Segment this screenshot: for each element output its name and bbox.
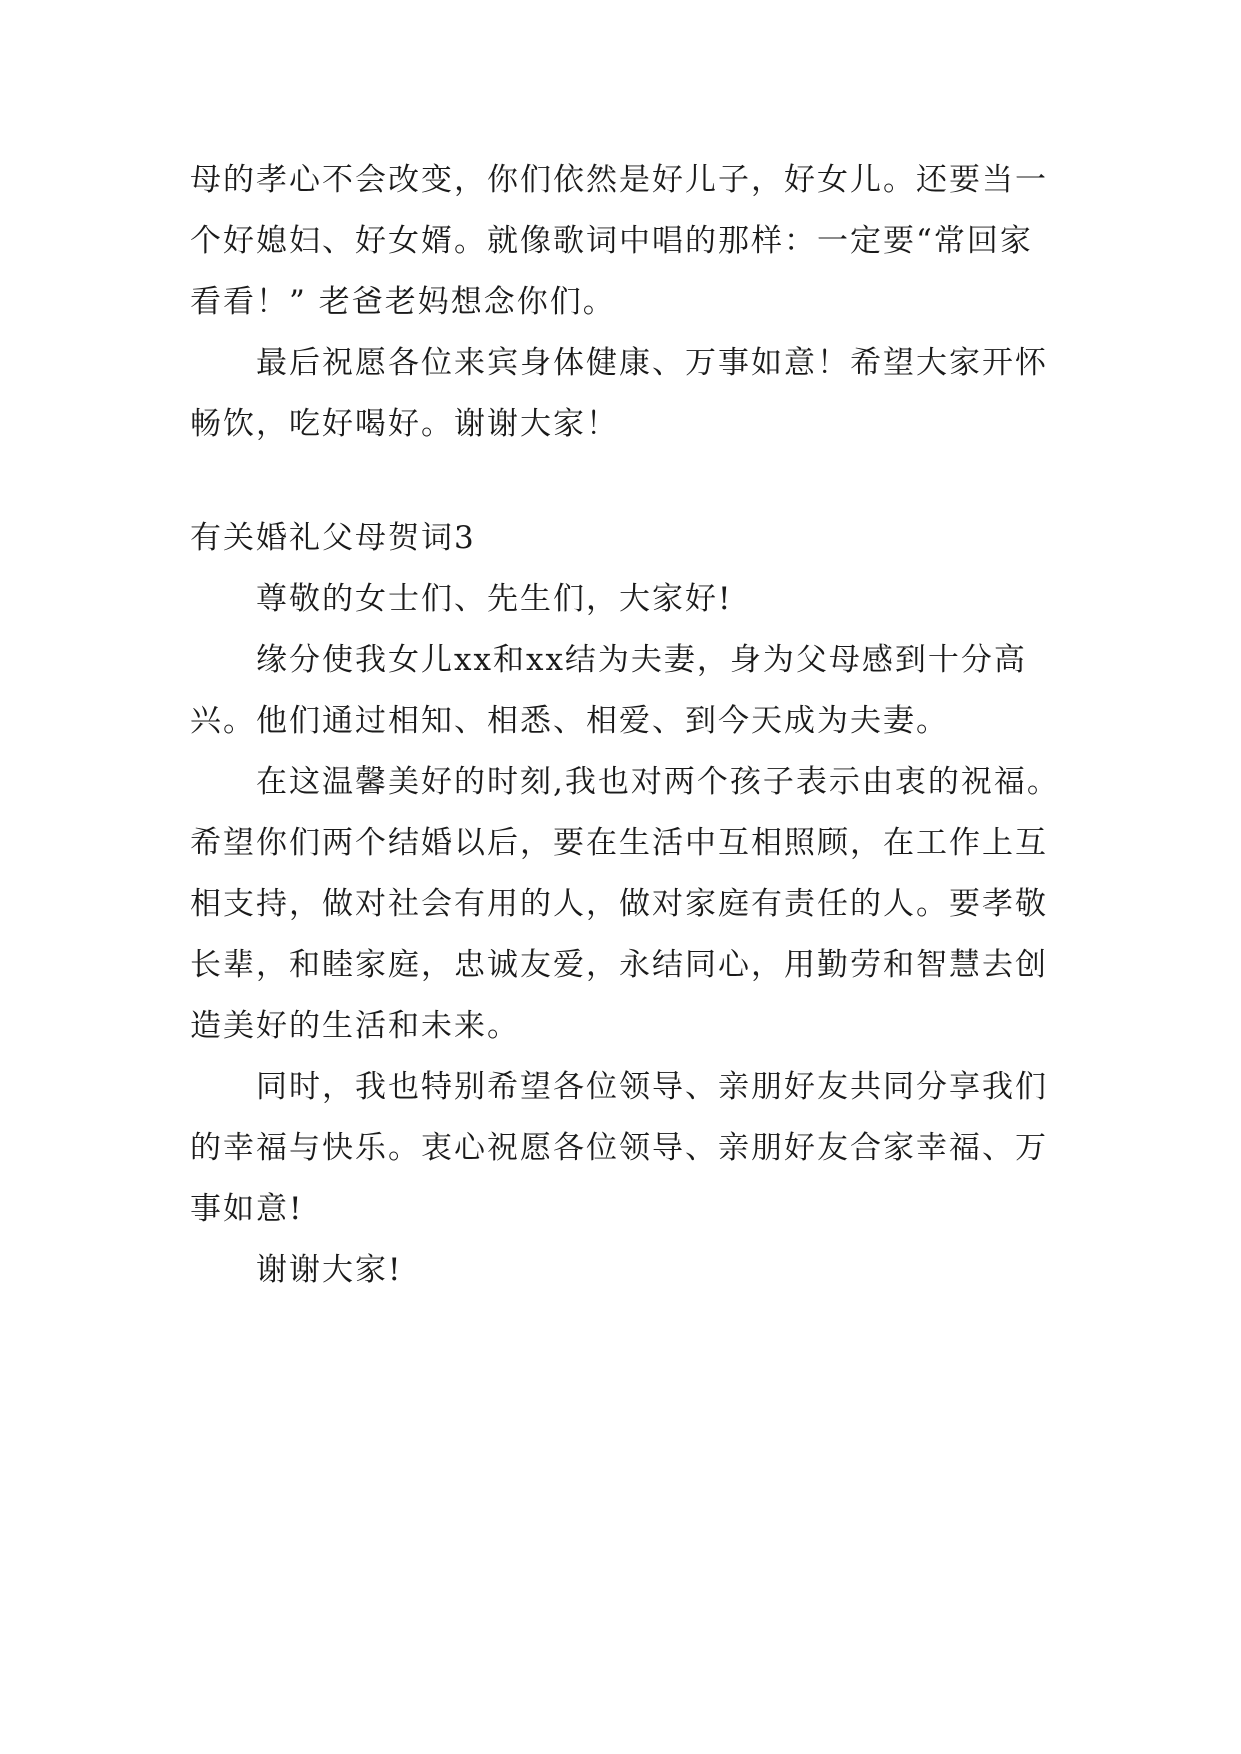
text-line: 造美好的生活和未来。 bbox=[190, 1008, 520, 1044]
paragraph-3 bbox=[190, 1057, 1050, 1240]
thanks-line: 谢谢大家! bbox=[256, 1252, 403, 1288]
text-line: 事如意! bbox=[190, 1191, 304, 1227]
closing-paragraph bbox=[190, 333, 1050, 455]
text-line: 最后祝愿各位来宾身体健康、万事如意！希望大家开怀 bbox=[256, 345, 1048, 381]
greeting-paragraph bbox=[190, 569, 1050, 630]
section-title: 有关婚礼父母贺词3 bbox=[190, 520, 476, 556]
text-line: 在这温馨美好的时刻,我也对两个孩子表示由衷的祝福。 bbox=[256, 764, 1060, 800]
greeting-line: 尊敬的女士们、先生们，大家好! bbox=[256, 581, 733, 617]
text-line: 长辈，和睦家庭，忠诚友爱，永结同心，用勤劳和智慧去创 bbox=[190, 947, 1048, 983]
text-line: 母的孝心不会改变，你们依然是好儿子，好女儿。还要当一 bbox=[190, 162, 1048, 198]
paragraph-1 bbox=[190, 630, 1050, 752]
text-line: 同时，我也特别希望各位领导、亲朋好友共同分享我们 bbox=[256, 1069, 1048, 1105]
paragraph-2 bbox=[190, 752, 1060, 1057]
text-line: 缘分使我女儿xx和xx结为夫妻，身为父母感到十分高 bbox=[256, 642, 1027, 678]
section-title-block bbox=[190, 508, 1050, 569]
text-line: 畅饮，吃好喝好。谢谢大家！ bbox=[190, 406, 619, 442]
text-line: 兴。他们通过相知、相悉、相爱、到今天成为夫妻。 bbox=[190, 703, 949, 739]
text-line: 的幸福与快乐。衷心祝愿各位领导、亲朋好友合家幸福、万 bbox=[190, 1130, 1048, 1166]
continuation-paragraph bbox=[190, 150, 1050, 333]
text-line: 个好媳妇、好女婿。就像歌词中唱的那样：一定要“常回家 bbox=[190, 223, 1033, 259]
text-line: 相支持，做对社会有用的人，做对家庭有责任的人。要孝敬 bbox=[190, 886, 1048, 922]
text-line: 看看！” 老爸老妈想念你们。 bbox=[190, 284, 616, 320]
text-line: 希望你们两个结婚以后，要在生活中互相照顾，在工作上互 bbox=[190, 825, 1048, 861]
thanks-paragraph bbox=[190, 1240, 1050, 1301]
